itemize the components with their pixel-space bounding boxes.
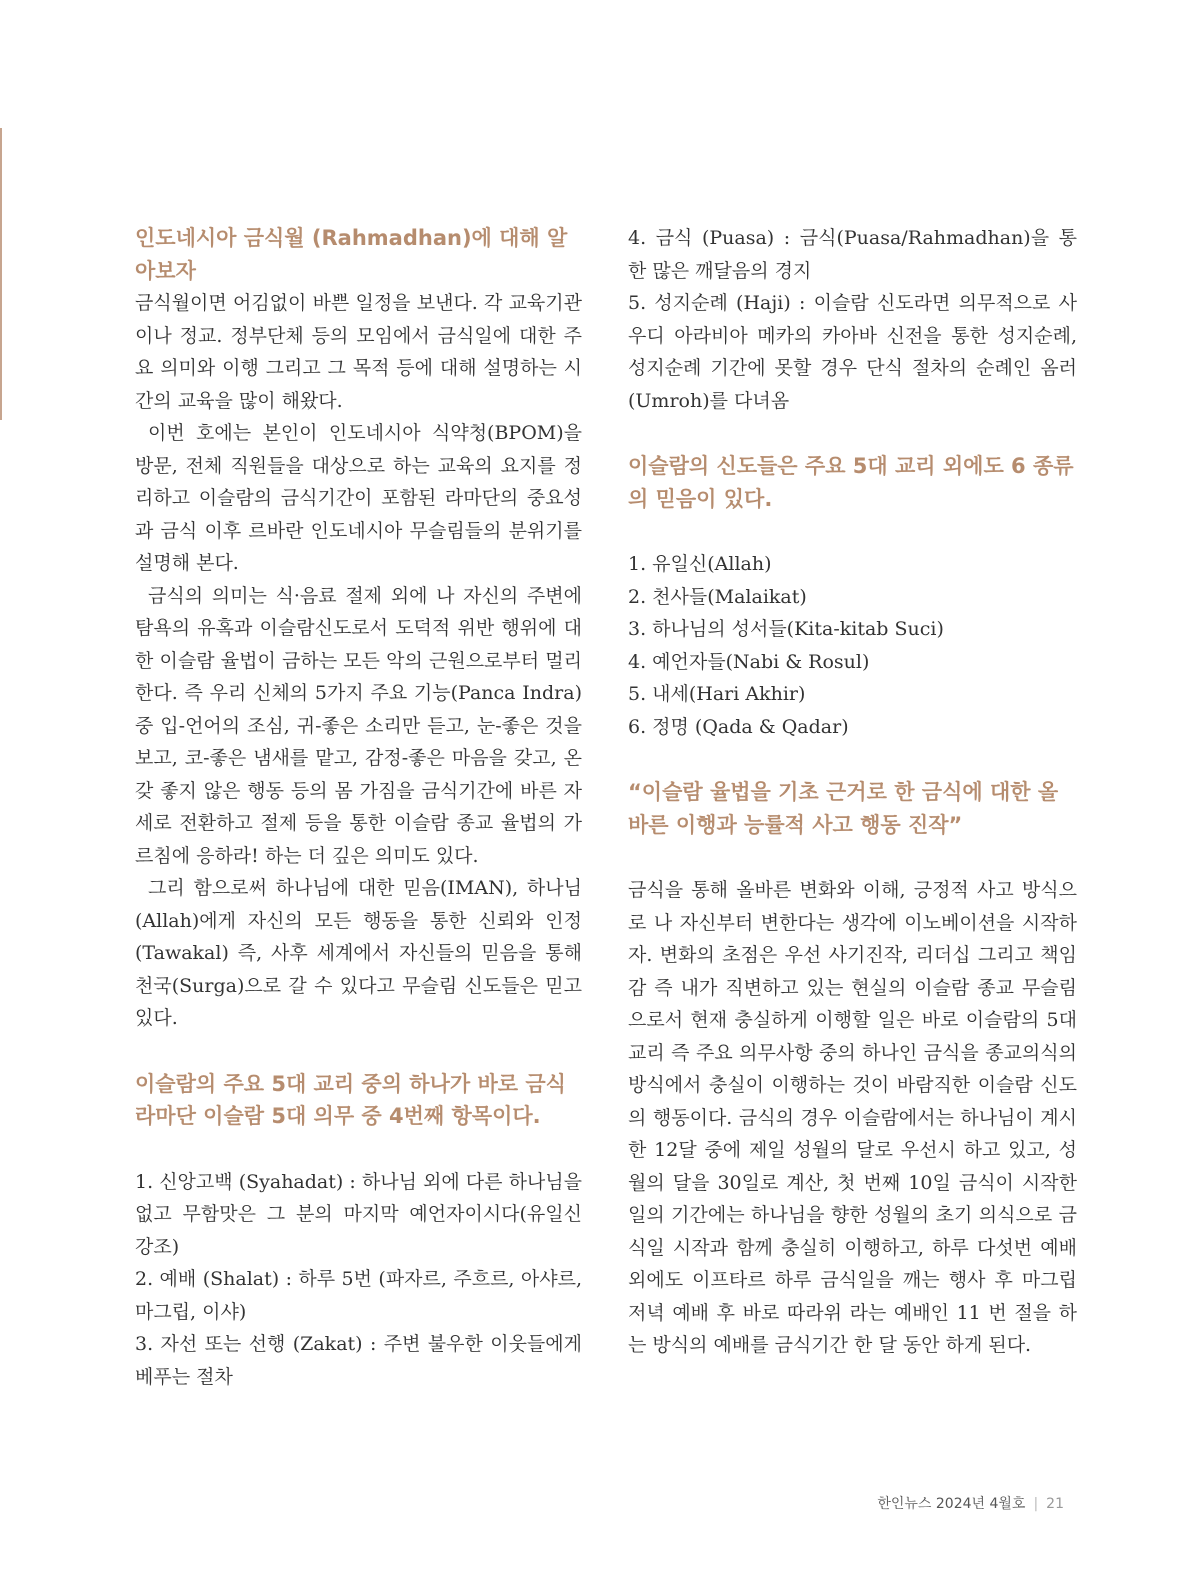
belief-item: 2. 천사들(Malaikat)	[628, 585, 807, 608]
pillar-item-5: 5. 성지순례 (Haji) : 이슬람 신도라면 의무적으로 사우디 아라비아 메카의 카아바 신전을 통한 성지순례, 성지순례 기간에 못할 경우 단식 절차의 순례인 옴러(Umroh)를 다녀옴	[628, 292, 1077, 412]
belief-item: 6. 정명 (Qada & Qadar)	[628, 715, 849, 738]
edge-accent-rule	[0, 128, 2, 420]
spacer	[628, 841, 1077, 874]
spacer	[628, 515, 1077, 548]
left-column	[135, 222, 582, 1393]
page-footer	[877, 1493, 1064, 1513]
belief-item: 5. 내세(Hari Akhir)	[628, 683, 806, 705]
pillar-item-4: 4. 금식 (Puasa) : 금식(Puasa/Rahmadhan)을 통한 많은 깨달음의 경지	[628, 227, 1077, 282]
page-number: 21	[1046, 1496, 1064, 1512]
spacer	[135, 1035, 582, 1068]
publication-name: 한인뉴스 2024년 4월호	[877, 1496, 1026, 1512]
paragraph-bpom: 이번 호에는 본인이 인도네시아 식약청(BPOM)을 방문, 전체 직원들을 대상으로 하는 교육의 요지를 정리하고 이슬람의 금식기간이 포함된 라마단의 중요성과 금식 이후 르바란 인도네시아 무슬림들의 분위기를 설명해 본다.	[135, 422, 582, 574]
paragraph-intro: 금식월이면 어김없이 바쁜 일정을 보낸다. 각 교육기관이나 정교. 정부단체 등의 모임에서 금식일에 대한 주요 의미와 이행 그리고 그 목적 등에 대해 설명하는 시간의 교육을 많이 해왔다.	[135, 292, 582, 412]
belief-item: 1. 유일신(Allah)	[628, 553, 772, 575]
paragraph-faith: 그리 함으로써 하나님에 대한 믿음(IMAN), 하나님(Allah)에게 자신의 모든 행동을 통한 신뢰와 인정(Tawakal) 즉, 사후 세계에서 자신들의 믿음을 통해 천국(Surga)으로 갈 수 있다고 무슬림 신도들은 믿고 있다.	[135, 877, 582, 1029]
paragraph-meaning: 금식의 의미는 식·음료 절제 외에 나 자신의 주변에 탐욕의 유혹과 이슬람신도로서 도덕적 위반 행위에 대한 이슬람 율법이 금하는 모든 악의 근원으로부터 멀리 한다. 즉 우리 신체의 5가지 주요 기능(Panca Indra) 중 입-언어의 조심, 귀-좋은 소리만 듣고, 눈-좋은 것을 보고, 코-좋은 냄새를 맡고, 감정-좋은 마음을 갖고, 온갖 좋지 않은 행동 등의 몸 가짐을 금식기간에 바른 자세로 전환하고 절제 등을 통한 이슬람 종교 율법의 가르침에 응하라! 하는 더 깊은 의미도 있다.	[135, 584, 582, 867]
pillar-item-2: 2. 예배 (Shalat) : 하루 5번 (파자르, 주흐르, 아샤르, 마그립, 이샤)	[135, 1268, 582, 1323]
belief-item: 3. 하나님의 성서들(Kita-kitab Suci)	[628, 618, 944, 640]
spacer	[628, 743, 1077, 776]
belief-item: 4. 예언자들(Nabi & Rosul)	[628, 650, 870, 673]
section-heading-quote: “이슬람 율법을 기초 근거로 한 금식에 대한 올바른 이행과 능률적 사고 행동 진작”	[628, 780, 1059, 837]
section-heading-six-beliefs: 이슬람의 신도들은 주요 5대 교리 외에도 6 종류의 믿음이 있다.	[628, 454, 1074, 511]
spacer	[628, 417, 1077, 450]
footer-separator: |	[1033, 1496, 1039, 1512]
section-heading-five-pillars: 이슬람의 주요 5대 교리 중의 하나가 바로 금식 라마단 이슬람 5대 의무 중 4번째 항목이다.	[135, 1071, 566, 1128]
paragraph-innovation: 금식을 통해 올바른 변화와 이해, 긍정적 사고 방식으로 나 자신부터 변한다는 생각에 이노베이션을 시작하자. 변화의 초점은 우선 사기진작, 리더십 그리고 책임감 즉 내가 직변하고 있는 현실의 이슬람 종교 무슬림으로서 현재 충실하게 이행할 일은 바로 이슬람의 5대 교리 즉 주요 의무사항 중의 하나인 금식을 종교의식의 방식에서 충실이 이행하는 것이 바람직한 이슬람 신도의 행동이다. 금식의 경우 이슬람에서는 하나님이 계시한 12달 중에 제일 성월의 달로 우선시 하고 있고, 성월의 달을 30일로 계산, 첫 번째 10일 금식이 시작한 일의 기간에는 하나님을 향한 성월의 초기 의식으로 금식일 시작과 함께 충실히 이행하고, 하루 다섯번 예배 외에도 이프타르 하루 금식일을 깨는 행사 후 마그립 저녁 예배 후 바로 따라위 라는 예배인 11 번 절을 하는 방식의 예배를 금식기간 한 달 동안 하게 된다.	[628, 879, 1077, 1356]
right-column	[628, 222, 1077, 1362]
pillar-item-3: 3. 자선 또는 선행 (Zakat) : 주변 불우한 이웃들에게 베푸는 절차	[135, 1333, 582, 1388]
pillar-item-1: 1. 신앙고백 (Syahadat) : 하나님 외에 다른 하나님을 없고 무함맛은 그 분의 마지막 예언자이시다(유일신 강조)	[135, 1170, 582, 1258]
spacer	[135, 1133, 582, 1166]
section-heading-ramadan: 인도네시아 금식월 (Rahmadhan)에 대해 알아보자	[135, 226, 568, 283]
